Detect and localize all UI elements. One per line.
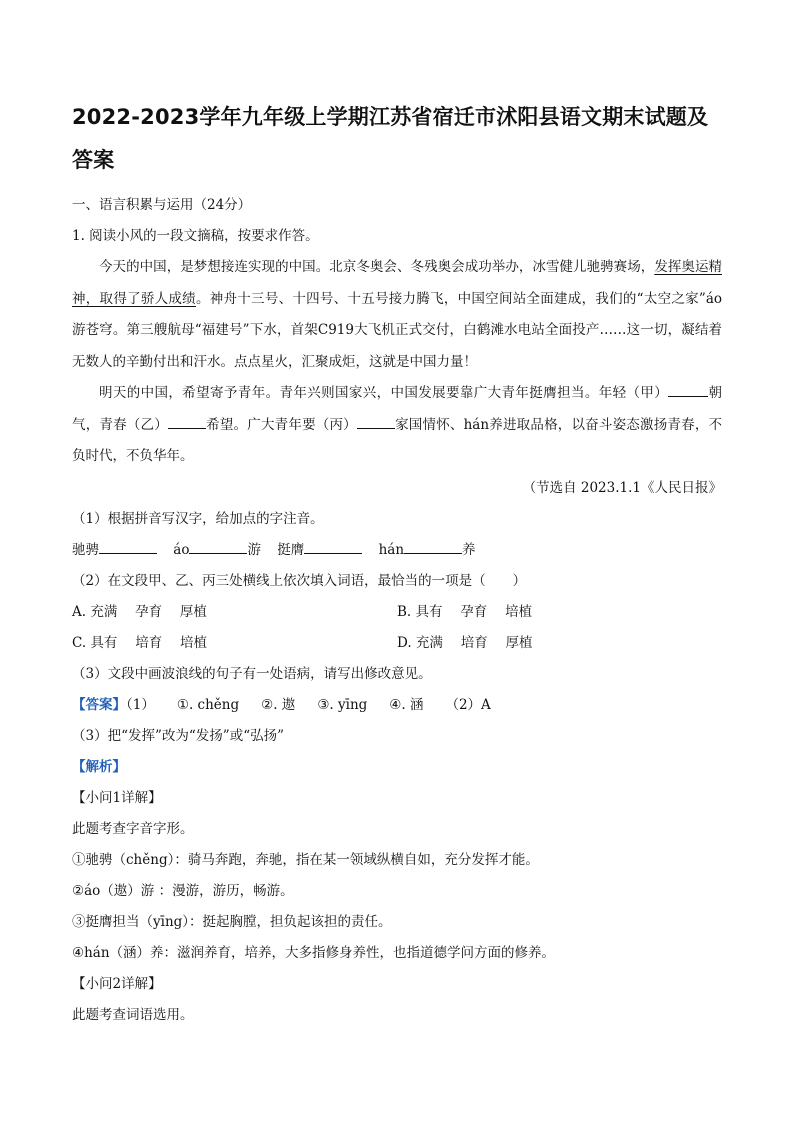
options-row-2: [72, 628, 722, 659]
sub-question-1: （1）根据拼音写汉字，给加点的字注音。: [72, 510, 324, 527]
fill-in-row: 驰骋 áo 游 挺膺 hán 养: [72, 535, 722, 566]
detail-1-item-3: ③挺膺担当（yīng）：挺起胸膛，担负起该担的责任。: [72, 913, 392, 930]
passage-paragraph-1: 今天的中国，是梦想接连实现的中国。北京冬奥会、冬残奥会成功举办，冰雪健儿驰骋赛场，发挥奥运精神，取得了骄人成绩。神舟十三号、十四号、十五号接力腾飞，中国空间站全面建成，我们的“太空之家”áo游苍穹。第三艘航母“福建号”下水，首架C919大飞机正式交付，白鹤滩水电站全面投产……这一切，凝结着无数人的辛勤付出和汗水。点点星火，汇聚成炬，这就是中国力量！: [72, 259, 723, 370]
options-row-1: [72, 597, 722, 628]
blank-2: [189, 539, 247, 554]
detail-1-intro: 此题考查字音字形。: [72, 820, 194, 837]
option-b: B. 具有 孕育 培植: [397, 603, 533, 620]
option-c: C. 具有 培育 培植: [72, 634, 208, 651]
question-1: 1. 阅读小风的一段文摘稿，按要求作答。: [72, 228, 319, 244]
blank-yi: [168, 414, 206, 429]
document-page: [72, 96, 722, 1031]
blank-1: [99, 539, 157, 554]
document-title: 2022-2023学年九年级上学期江苏省宿迁市沭阳县语文期末试题及答案: [72, 105, 709, 172]
blank-4: [404, 539, 462, 554]
section-heading: 一、语言积累与运用（24分）: [72, 197, 252, 213]
wavy-underlined-sentence: 发挥奥运精神，取得了骄人成绩: [72, 259, 723, 307]
sub-question-3: （3）文段中画波浪线的句子有一处语病，请写出修改意见。: [72, 665, 432, 682]
detail-1-item-2: ②áo（遨）游 ：漫游，游历，畅游。: [72, 882, 294, 899]
analysis-heading: 【解析】: [72, 758, 126, 775]
answer-line: 【答案】（1） ①. chěng ②. 遨 ③. yīng ④. 涵 （2）A: [72, 696, 491, 713]
source-citation: （节选自 2023.1.1《人民日报》: [522, 479, 722, 496]
answer-tag: 【答案】: [72, 696, 126, 713]
detail-2-intro: 此题考查词语选用。: [72, 1006, 194, 1023]
option-a: A. 充满 孕育 厚植: [72, 603, 207, 620]
answer-3: （3）把“发挥”改为“发扬”或“弘扬”: [72, 727, 284, 744]
passage-paragraph-2: 明天的中国，希望寄予青年。青年兴则国家兴，中国发展要靠广大青年挺膺担当。年轻（甲） 朝气，青春（乙） 希望。广大青年要（丙） 家国情怀、hán养进取品格，以奋斗姿态激扬青春，不负时代，不负华年。: [72, 378, 722, 473]
detail-1-item-4: ④hán（涵）养：滋润养育，培养，大多指修身养性，也指道德学问方面的修养。: [72, 944, 556, 961]
detail-2-heading: 【小问2详解】: [72, 975, 162, 992]
option-d: D. 充满 培育 厚植: [397, 634, 533, 651]
sub-question-2: （2）在文段甲、乙、丙三处横线上依次填入词语，最恰当的一项是（ ）: [72, 572, 527, 589]
blank-jia: [668, 382, 708, 397]
blank-bing: [357, 414, 395, 429]
detail-1-item-1: ①驰骋（chěng）：骑马奔跑，奔驰，指在某一领域纵横自如，充分发挥才能。: [72, 851, 539, 868]
detail-1-heading: 【小问1详解】: [72, 789, 162, 806]
blank-3: [304, 539, 362, 554]
